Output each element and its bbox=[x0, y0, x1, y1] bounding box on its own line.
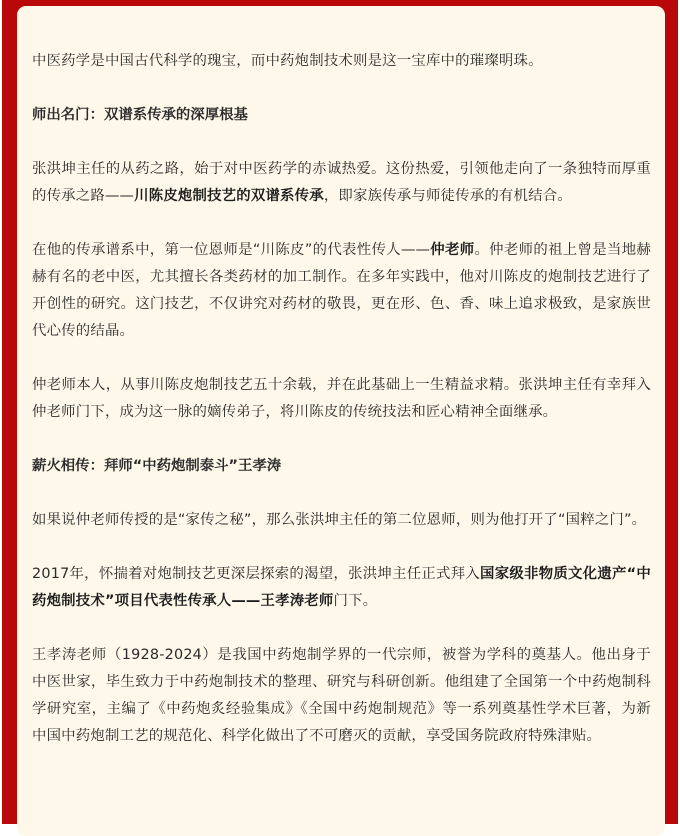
text-segment: 2017年，怀揣着对炮制技艺更深层探索的渴望，张洪坤主任正式拜入 bbox=[32, 566, 481, 582]
paragraph-mentor-career: 仲老师本人，从事川陈皮炮制技艺五十余载，并在此基础上一生精益求精。张洪坤主任有幸拜入仲老师门下，成为这一脉的嫡传弟子，将川陈皮的传统技法和匠心精神全面继承。 bbox=[32, 377, 651, 420]
text-segment: 在他的传承谱系中，第一位恩师是“川陈皮”的代表性传人—— bbox=[32, 242, 431, 258]
paragraph-first-mentor bbox=[32, 237, 651, 345]
bold-emphasis: 仲老师 bbox=[430, 242, 475, 258]
bold-emphasis: 国家级非物质文化遗产“中药炮制技术”项目代表性传承人——王孝涛老师 bbox=[32, 566, 651, 609]
paragraph-transition: 如果说仲老师传授的是“家传之秘”，那么张洪坤主任的第二位恩师，则为他打开了“国粹之门”。 bbox=[32, 512, 647, 528]
paragraph-wang-biography: 王孝涛老师（1928-2024）是我国中药炮制学界的一代宗师，被誉为学科的奠基人。他出身于中医世家，毕生致力于中药炮制技术的整理、研究与科研创新。他组建了全国第一个中药炮制科学研究室，主编了《中药炮炙经验集成》《全国中药炮制规范》等一系列奠基性学术巨著，为新中国中药炮制工艺的规范化、科学化做出了不可磨灭的贡献，享受国务院政府特殊津贴。 bbox=[32, 647, 651, 744]
text-segment: 。仲老师的祖上曾是当地赫赫有名的老中医，尤其擅长各类药材的加工制作。在多年实践中，他对川陈皮的炮制技艺进行了开创性的研究。这门技艺，不仅讲究对药材的敬畏，更在形、色、香、味上追求极致，是家族世代心传的结晶。 bbox=[32, 242, 652, 339]
bold-emphasis: 川陈皮炮制技艺的双谱系传承 bbox=[134, 188, 324, 204]
article-card bbox=[17, 6, 665, 836]
paragraph-2017 bbox=[32, 561, 651, 615]
text-segment: 张洪坤主任的从药之路，始于对中医药学的赤诚热爱。这份热爱，引领他走向了一条独特而厚重的传承之路—— bbox=[32, 161, 651, 204]
paragraph-career-start bbox=[32, 156, 651, 210]
intro-paragraph: 中医药学是中国古代科学的瑰宝，而中药炮制技术则是这一宝库中的璀璨明珠。 bbox=[32, 53, 543, 69]
text-segment: ，即家族传承与师徒传承的有机结合。 bbox=[323, 188, 572, 204]
text-segment: 门下。 bbox=[333, 593, 378, 609]
section-heading-lineage: 师出名门：双谱系传承的深厚根基 bbox=[32, 107, 248, 123]
section-heading-second-mentor: 薪火相传：拜师“中药炮制泰斗”王孝涛 bbox=[32, 458, 282, 474]
